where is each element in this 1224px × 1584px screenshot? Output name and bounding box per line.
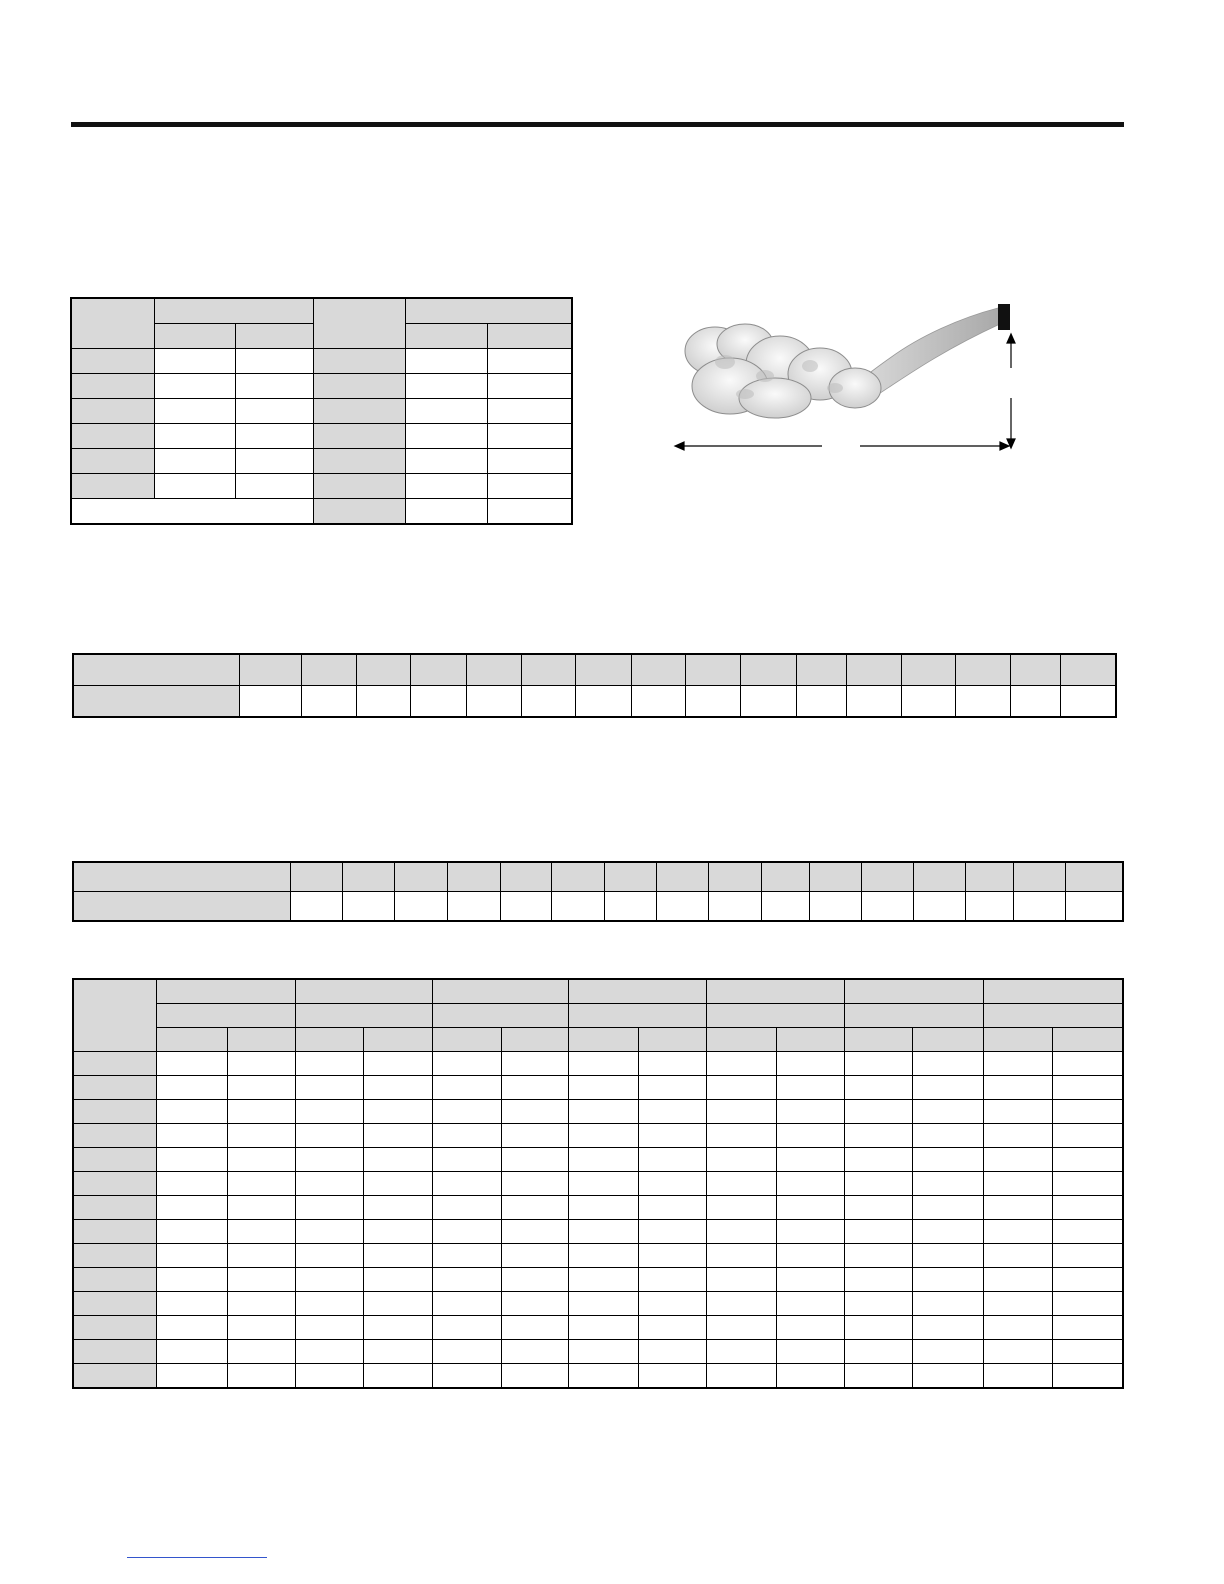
- table-cell: [984, 1100, 1053, 1124]
- table-cell: [707, 1196, 777, 1220]
- table-row: [74, 892, 1123, 921]
- table-cell: [364, 1076, 433, 1100]
- table-cell: [569, 1076, 639, 1100]
- table-cell: [569, 1268, 639, 1292]
- row-header-cell: [74, 1124, 157, 1148]
- table-cell: [845, 1364, 913, 1388]
- flow-rate-table: [71, 298, 572, 524]
- table-cell: [913, 1220, 984, 1244]
- table-cell: [296, 1340, 364, 1364]
- table-cell: [364, 1172, 433, 1196]
- table-cell: [639, 1124, 707, 1148]
- table-cell: [569, 1364, 639, 1388]
- table-row: [74, 1076, 1123, 1100]
- table-header-row: [72, 299, 572, 324]
- table-cell: [984, 1220, 1053, 1244]
- table-cell: [569, 1196, 639, 1220]
- row-header-cell: [74, 1196, 157, 1220]
- table-cell: [296, 1100, 364, 1124]
- table-cell: [569, 1124, 639, 1148]
- table-cell: [157, 1052, 228, 1076]
- table-cell: [639, 1172, 707, 1196]
- header-cell: [314, 299, 406, 349]
- table-cell: [433, 1244, 502, 1268]
- row-header-cell: [74, 1148, 157, 1172]
- table-cell: [777, 1196, 845, 1220]
- table-subheader-row: [74, 1028, 1123, 1052]
- table-cell: [364, 1052, 433, 1076]
- table-cell: [845, 1340, 913, 1364]
- distance-table-body: [74, 1052, 1123, 1388]
- table-cell: [433, 1340, 502, 1364]
- table-cell: [777, 1052, 845, 1076]
- table-cell: [228, 1148, 296, 1172]
- row-header-cell: [74, 1172, 157, 1196]
- table-cell: [364, 1124, 433, 1148]
- table-cell: [984, 1148, 1053, 1172]
- table-cell: [228, 1364, 296, 1388]
- table-cell: [845, 1268, 913, 1292]
- table-cell: [707, 1052, 777, 1076]
- table-cell: [777, 1292, 845, 1316]
- table-cell: [228, 1316, 296, 1340]
- table-cell: [984, 1268, 1053, 1292]
- table-cell: [845, 1316, 913, 1340]
- table-cell: [639, 1196, 707, 1220]
- footer-link-underline: [127, 1557, 267, 1558]
- table-row: [74, 1244, 1123, 1268]
- table-cell: [364, 1292, 433, 1316]
- table-cell: [707, 1172, 777, 1196]
- table-cell: [707, 1316, 777, 1340]
- table-row: [74, 1220, 1123, 1244]
- table-cell: [639, 1076, 707, 1100]
- table-row: [74, 1172, 1123, 1196]
- table-cell: [157, 1268, 228, 1292]
- table-cell: [228, 1172, 296, 1196]
- header-cell: [406, 299, 572, 324]
- table-cell: [228, 1076, 296, 1100]
- table-cell: [1053, 1196, 1123, 1220]
- row-header-cell: [74, 1292, 157, 1316]
- table-cell: [845, 1148, 913, 1172]
- table-cell: [157, 1220, 228, 1244]
- table-cell: [984, 1292, 1053, 1316]
- table-row: [74, 1148, 1123, 1172]
- table-cell: [707, 1148, 777, 1172]
- table-row: [72, 424, 572, 449]
- table-cell: [296, 1244, 364, 1268]
- table-cell: [502, 1244, 569, 1268]
- row-header-cell: [74, 1340, 157, 1364]
- table-cell: [364, 1268, 433, 1292]
- table-cell: [296, 1268, 364, 1292]
- table-row: [74, 1124, 1123, 1148]
- table-cell: [296, 1196, 364, 1220]
- table-cell: [296, 1148, 364, 1172]
- table-cell: [845, 1076, 913, 1100]
- table-cell: [984, 1172, 1053, 1196]
- table-cell: [984, 1076, 1053, 1100]
- row-header-cell: [74, 1052, 157, 1076]
- table-cell: [639, 1244, 707, 1268]
- table-cell: [157, 1100, 228, 1124]
- table-cell: [228, 1052, 296, 1076]
- table-cell: [707, 1124, 777, 1148]
- table-cell: [569, 1172, 639, 1196]
- table-row: [72, 349, 572, 374]
- table-row: [74, 1340, 1123, 1364]
- row-header-cell: [74, 1220, 157, 1244]
- table-cell: [157, 1124, 228, 1148]
- table-cell: [433, 1172, 502, 1196]
- table-cell: [639, 1316, 707, 1340]
- table-cell: [1053, 1076, 1123, 1100]
- table-cell: [364, 1220, 433, 1244]
- table-cell: [639, 1220, 707, 1244]
- table-cell: [228, 1100, 296, 1124]
- header-rule: [71, 122, 1124, 127]
- table-cell: [777, 1148, 845, 1172]
- table-cell: [777, 1340, 845, 1364]
- table-cell: [296, 1076, 364, 1100]
- table-cell: [913, 1148, 984, 1172]
- table-cell: [639, 1364, 707, 1388]
- table-cell: [777, 1364, 845, 1388]
- table-cell: [984, 1316, 1053, 1340]
- table-cell: [157, 1340, 228, 1364]
- strip-table-2: [73, 862, 1123, 921]
- table-cell: [228, 1196, 296, 1220]
- row-header-cell: [74, 1268, 157, 1292]
- table-cell: [707, 1244, 777, 1268]
- table-cell: [569, 1292, 639, 1316]
- table-cell: [569, 1244, 639, 1268]
- table-cell: [502, 1292, 569, 1316]
- table-cell: [1053, 1172, 1123, 1196]
- table-cell: [913, 1076, 984, 1100]
- table-cell: [364, 1364, 433, 1388]
- table-cell: [157, 1316, 228, 1340]
- table-cell: [502, 1172, 569, 1196]
- table-cell: [707, 1100, 777, 1124]
- table-cell: [433, 1364, 502, 1388]
- table-row: [72, 474, 572, 499]
- table-cell: [433, 1076, 502, 1100]
- table-row: [74, 1292, 1123, 1316]
- table-row: [72, 374, 572, 399]
- table-cell: [502, 1076, 569, 1100]
- table-cell: [1053, 1220, 1123, 1244]
- table-cell: [777, 1100, 845, 1124]
- table-cell: [296, 1052, 364, 1076]
- table-cell: [984, 1052, 1053, 1076]
- table-cell: [433, 1052, 502, 1076]
- table-cell: [913, 1364, 984, 1388]
- table-cell: [913, 1340, 984, 1364]
- table-cell: [228, 1244, 296, 1268]
- table-cell: [502, 1316, 569, 1340]
- table-cell: [1053, 1148, 1123, 1172]
- table-cell: [984, 1244, 1053, 1268]
- table-row: [72, 399, 572, 424]
- table-cell: [364, 1196, 433, 1220]
- table-cell: [228, 1292, 296, 1316]
- table-cell: [707, 1292, 777, 1316]
- table-cell: [913, 1316, 984, 1340]
- table-cell: [913, 1292, 984, 1316]
- table-cell: [569, 1316, 639, 1340]
- table-cell: [157, 1172, 228, 1196]
- table-cell: [157, 1076, 228, 1100]
- table-cell: [296, 1172, 364, 1196]
- table-cell: [777, 1244, 845, 1268]
- table-cell: [707, 1268, 777, 1292]
- table-row: [74, 686, 1116, 717]
- table-cell: [1053, 1316, 1123, 1340]
- table-header-row: [74, 980, 1123, 1004]
- table-cell: [1053, 1244, 1123, 1268]
- table-cell: [157, 1148, 228, 1172]
- row-header-cell: [74, 1316, 157, 1340]
- table-cell: [364, 1100, 433, 1124]
- table-cell: [777, 1172, 845, 1196]
- table-cell: [639, 1268, 707, 1292]
- table-cell: [157, 1364, 228, 1388]
- table-cell: [639, 1100, 707, 1124]
- table-cell: [502, 1220, 569, 1244]
- table-cell: [296, 1124, 364, 1148]
- table-cell: [502, 1196, 569, 1220]
- table-cell: [639, 1052, 707, 1076]
- table-cell: [639, 1340, 707, 1364]
- header-cell: [155, 299, 314, 324]
- table-cell: [157, 1244, 228, 1268]
- table-cell: [845, 1244, 913, 1268]
- table-cell: [913, 1052, 984, 1076]
- table-row: [74, 1052, 1123, 1076]
- table-cell: [707, 1220, 777, 1244]
- table-cell: [157, 1196, 228, 1220]
- table-cell: [502, 1148, 569, 1172]
- table-cell: [228, 1220, 296, 1244]
- table-cell: [433, 1124, 502, 1148]
- table-row: [74, 1196, 1123, 1220]
- table-cell: [502, 1052, 569, 1076]
- table-cell: [228, 1124, 296, 1148]
- table-row: [72, 499, 572, 524]
- table-row: [74, 1364, 1123, 1388]
- table-row: [74, 1316, 1123, 1340]
- table-cell: [1053, 1292, 1123, 1316]
- table-cell: [433, 1196, 502, 1220]
- table-cell: [1053, 1124, 1123, 1148]
- header-cell: [236, 324, 314, 349]
- table-cell: [296, 1220, 364, 1244]
- table-cell: [845, 1052, 913, 1076]
- table-cell: [1053, 1100, 1123, 1124]
- header-cell: [72, 299, 155, 349]
- row-header-cell: [74, 1076, 157, 1100]
- table-row: [72, 449, 572, 474]
- table-cell: [1053, 1052, 1123, 1076]
- table-cell: [502, 1268, 569, 1292]
- table-cell: [845, 1100, 913, 1124]
- table-cell: [913, 1100, 984, 1124]
- table-cell: [364, 1244, 433, 1268]
- nozzle-icon: [998, 304, 1010, 330]
- table-cell: [707, 1340, 777, 1364]
- distance-table: [73, 979, 1123, 1388]
- table-cell: [707, 1076, 777, 1100]
- table-row: [74, 1268, 1123, 1292]
- table-cell: [296, 1292, 364, 1316]
- table-cell: [502, 1364, 569, 1388]
- table-cell: [1053, 1268, 1123, 1292]
- strip-table-1: [73, 654, 1116, 717]
- table-cell: [157, 1292, 228, 1316]
- table-cell: [296, 1364, 364, 1388]
- table-cell: [433, 1220, 502, 1244]
- table-cell: [502, 1340, 569, 1364]
- table-cell: [777, 1124, 845, 1148]
- table-cell: [569, 1340, 639, 1364]
- table-cell: [228, 1268, 296, 1292]
- table-cell: [777, 1220, 845, 1244]
- table-cell: [364, 1316, 433, 1340]
- table-cell: [569, 1052, 639, 1076]
- header-cell: [488, 324, 572, 349]
- table-cell: [364, 1148, 433, 1172]
- table-cell: [569, 1100, 639, 1124]
- table-cell: [433, 1268, 502, 1292]
- table-header-row: [74, 655, 1116, 686]
- table-cell: [913, 1172, 984, 1196]
- header-cell: [406, 324, 488, 349]
- row-header-cell: [74, 1364, 157, 1388]
- table-cell: [845, 1292, 913, 1316]
- header-cell: [155, 324, 236, 349]
- row-header-cell: [74, 1244, 157, 1268]
- table-cell: [845, 1124, 913, 1148]
- table-cell: [845, 1196, 913, 1220]
- table-cell: [296, 1316, 364, 1340]
- table-cell: [569, 1148, 639, 1172]
- spray-nozzle-icon: [670, 296, 1030, 456]
- table-cell: [639, 1148, 707, 1172]
- table-cell: [984, 1124, 1053, 1148]
- table-cell: [433, 1316, 502, 1340]
- table-cell: [777, 1076, 845, 1100]
- table-cell: [913, 1268, 984, 1292]
- table-cell: [433, 1100, 502, 1124]
- table-cell: [913, 1196, 984, 1220]
- table-header-row: [74, 863, 1123, 892]
- table-cell: [569, 1220, 639, 1244]
- table-cell: [777, 1268, 845, 1292]
- table-cell: [502, 1100, 569, 1124]
- table-cell: [984, 1196, 1053, 1220]
- table-cell: [845, 1172, 913, 1196]
- table-cell: [913, 1244, 984, 1268]
- table-cell: [984, 1340, 1053, 1364]
- table-cell: [1053, 1364, 1123, 1388]
- table-cell: [1053, 1340, 1123, 1364]
- table-cell: [228, 1340, 296, 1364]
- table-cell: [777, 1316, 845, 1340]
- table-cell: [502, 1124, 569, 1148]
- table-cell: [433, 1292, 502, 1316]
- table-cell: [364, 1340, 433, 1364]
- table-cell: [433, 1148, 502, 1172]
- table-cell: [707, 1364, 777, 1388]
- table-cell: [845, 1220, 913, 1244]
- table-cell: [639, 1292, 707, 1316]
- table-row: [74, 1100, 1123, 1124]
- table-cell: [913, 1124, 984, 1148]
- table-cell: [984, 1364, 1053, 1388]
- table-header-row: [74, 1004, 1123, 1028]
- row-header-cell: [74, 1100, 157, 1124]
